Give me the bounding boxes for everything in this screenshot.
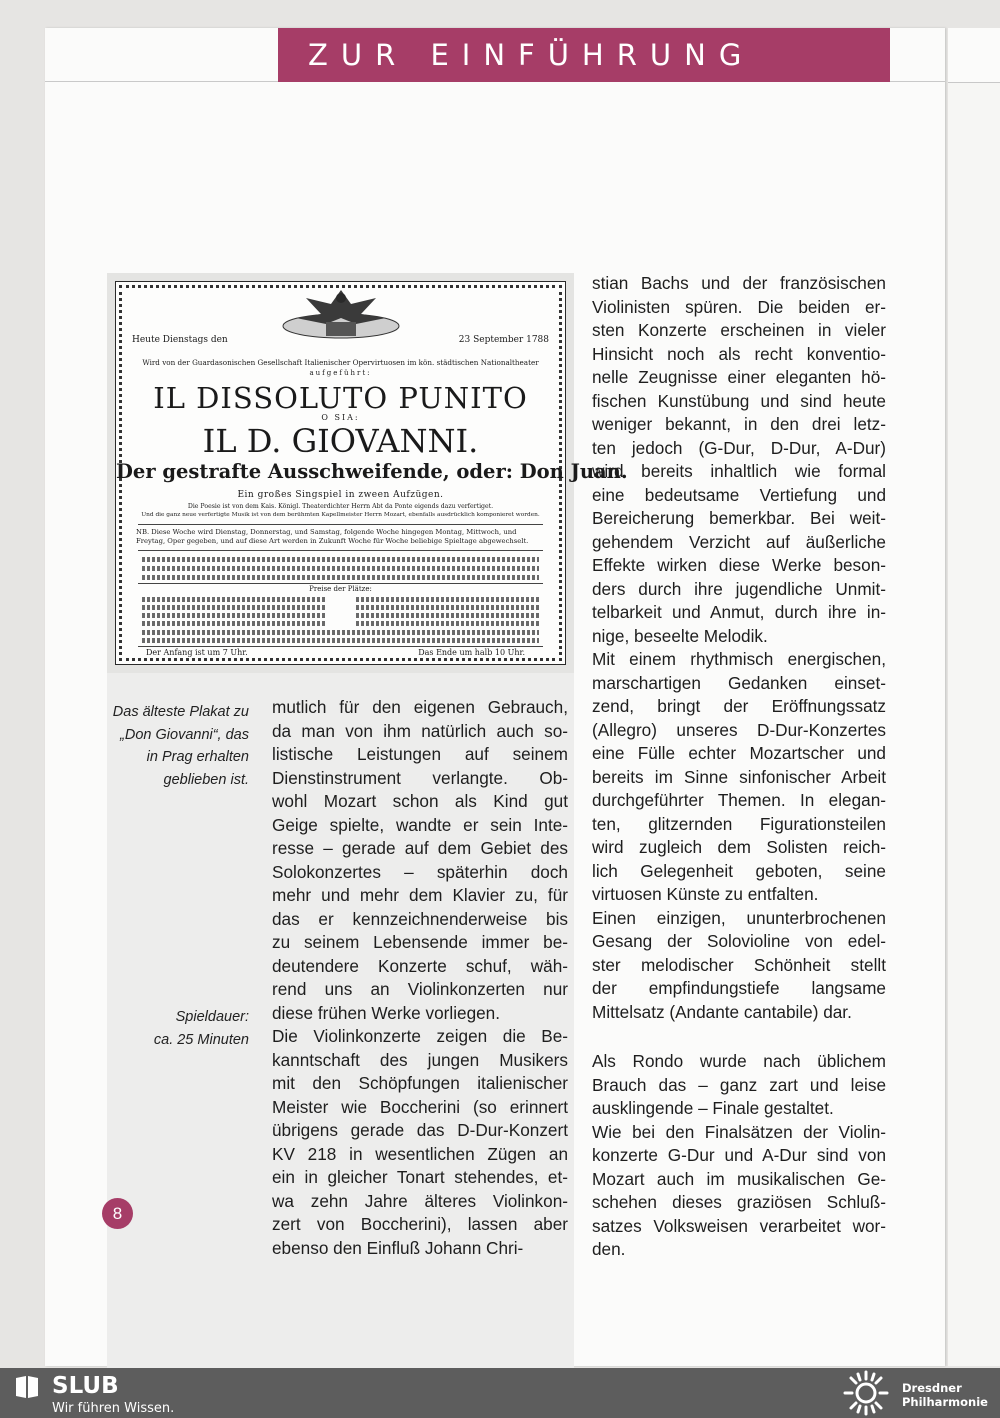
- text-line: sten Konzerte erscheinen in vieler: [592, 320, 886, 340]
- text-line: Die Violinkonzerte zeigen die Be-: [272, 1026, 568, 1046]
- poster-title-1: IL DISSOLUTO PUNITO: [153, 381, 528, 415]
- text-line: lich Gelegenheit geboten, seine: [592, 860, 886, 881]
- slub-tagline: Wir führen Wissen.: [52, 1401, 175, 1416]
- text-line: KV 218 in wesentlichen Zügen an: [272, 1143, 568, 1164]
- text-line: Mittelsatz (Andante cantabile) dar.: [592, 1001, 852, 1022]
- text-line: nige, beseelte Melodik.: [592, 625, 768, 646]
- text-line: Brauch das – ganz zart und leise: [592, 1074, 886, 1095]
- caption-line: Das älteste Plakat zu: [112, 704, 249, 720]
- duration-label: Spieldauer:: [175, 1009, 249, 1025]
- text-line: da man von ihm natürlich auch so-: [272, 720, 568, 741]
- text-line: Mozart auch im musikalischen Ge-: [592, 1168, 886, 1189]
- text-line: zu seinem Lebensende immer be-: [272, 932, 568, 952]
- poster-title-3: Der gestrafte Ausschweifende, oder: Don Juan.: [116, 460, 628, 483]
- text-line: zend, bringt der Eröffnungssatz: [592, 696, 886, 716]
- text-line: Bereicherung bemerkbar. Bei weit-: [592, 508, 886, 528]
- caption-line: geblieben ist.: [163, 771, 249, 788]
- text-line: ebenso den Einfluß Johann Chri-: [272, 1237, 524, 1258]
- text-line: der empfindungstiefe langsame: [592, 978, 886, 998]
- poster-osia: O SIA:: [321, 413, 360, 422]
- text-line: deutendere Konzerte schuf, wäh-: [272, 955, 568, 976]
- text-line: stian Bachs und der französischen: [592, 273, 886, 293]
- text-line: den.: [592, 1239, 626, 1259]
- text-line: gehendem Verzicht auf äußerliche: [592, 531, 886, 552]
- poster-end: Das Ende um halb 10 Uhr.: [418, 648, 525, 657]
- text-line: Meister wie Boccherini (so erinnert: [272, 1096, 568, 1117]
- text-line: ten, glitzernden Figurationsteilen: [592, 813, 886, 834]
- text-line: Geige spielte, wandte er sein Inte-: [272, 814, 568, 835]
- text-line: ster melodischer Schönheit stellt: [592, 954, 886, 975]
- poster-date-right: 23 September 1788: [458, 335, 549, 345]
- text-line: marschartigen Gedanken einset-: [592, 672, 886, 693]
- next-page-edge: [948, 28, 1000, 1366]
- text-line: listische Leistungen auf seinem: [272, 744, 568, 764]
- text-line: Gesang der Solovioline von edel-: [592, 931, 886, 951]
- poster-title-2: IL D. GIOVANNI.: [202, 422, 479, 460]
- text-line: Einen einzigen, ununterbrochenen: [592, 907, 886, 928]
- text-line: weniger bekannt, in den drei letz-: [592, 414, 886, 434]
- poster-start: Der Anfang ist um 7 Uhr.: [146, 648, 248, 657]
- poster-intro-1: Wird von der Guardasonischen Gesellschaft Italienischer Opervirtuosen im kön. städtischen Nationaltheater: [142, 358, 539, 367]
- duration-note: [107, 1006, 249, 1051]
- poster-note-1: Die Poesie ist von dem Kais. Königl. Theaterdichter Herrn Abt da Ponte eigends dazu verfertiget.: [187, 503, 494, 510]
- text-line: ausklingende – Finale gestaltet.: [592, 1098, 834, 1118]
- section-header: ZUR EINFÜHRUNG: [278, 28, 890, 82]
- dresdner-philharmonie-logo-icon: [840, 1370, 892, 1416]
- text-line: Violinisten spüren. Die beiden er-: [592, 296, 886, 317]
- text-line: ders durch ihre jugendliche Unmit-: [592, 578, 886, 599]
- text-line: wa zehn Jahre älteres Violinkon-: [272, 1190, 568, 1211]
- poster-note-2: Und die ganz neue verfertigte Musik ist von dem berühmten Kapellmeister Herrn Mozart, ebenfalls ausdrücklich komponieret worden.: [141, 512, 540, 518]
- text-line: mutlich für den eigenen Gebrauch,: [272, 697, 568, 717]
- text-line: schehen dieses graziösen Schluß-: [592, 1192, 886, 1212]
- text-line: Wie bei den Finalsätzen der Violin-: [592, 1121, 886, 1142]
- text-line: zert von Boccherini), lassen aber: [272, 1214, 568, 1234]
- text-line: Hinsicht noch als recht konventio-: [592, 343, 886, 364]
- text-line: rend uns an Violinkonzerten nur: [272, 979, 568, 999]
- text-line: mit den Schöpfungen italienischer: [272, 1073, 568, 1093]
- text-line: nelle Zeugnisse einer eleganten hö-: [592, 367, 886, 387]
- text-line: Mit einem rhythmisch energischen,: [592, 649, 886, 669]
- text-line: übrigens gerade das D-Dur-Konzert: [272, 1120, 568, 1140]
- partner-name: [902, 1381, 988, 1409]
- poster-date-left: Heute Dienstags den: [132, 335, 228, 345]
- text-column-2: [592, 272, 886, 1024]
- poster-nb: NB. Diese Woche wird Dienstag, Donnerstag, und Samstag, folgende Woche hingegen Montag, Mittwoch, und Freytag, Oper gegeben, und auf diese Art werden in Zukunft Woche für Woche beliebige Spieltage abgewechselt.: [136, 528, 529, 545]
- text-line: durchgeführter Themen. In elegan-: [592, 790, 886, 810]
- caption-line: „Don Giovanni“, das: [120, 726, 249, 743]
- text-line: eine bedeutsame Vertiefung und: [592, 484, 886, 505]
- text-line: kanntschaft des jungen Musikers: [272, 1049, 568, 1070]
- page-number: 8: [102, 1198, 133, 1229]
- text-line: mehr und mehr dem Klavier zu, für: [272, 885, 568, 905]
- poster-subtitle: Ein großes Singspiel in zween Aufzügen.: [237, 490, 444, 500]
- slub-name: SLUB: [52, 1373, 119, 1399]
- image-caption: [107, 701, 249, 791]
- poster-intro-2: aufgeführt:: [309, 369, 372, 377]
- text-line: diese frühen Werke vorliegen.: [272, 1002, 501, 1023]
- text-line: resse – gerade auf dem Gebiet des: [272, 838, 568, 858]
- text-line: wird bereits inhaltlich wie formal: [592, 461, 886, 481]
- partner-name-line2: Philharmonie: [902, 1395, 988, 1409]
- text-line: Effekte wirken diese Werke beson-: [592, 555, 886, 575]
- text-line: eine Fülle echter Mozartscher und: [592, 743, 886, 763]
- text-line: (Allegro) unseres D-Dur-Konzertes: [592, 719, 886, 740]
- text-line: ten jedoch (G-Dur, D-Dur, A-Dur): [592, 437, 886, 458]
- duration-value: ca. 25 Minuten: [153, 1031, 249, 1048]
- text-column-2-continued: [592, 1050, 886, 1262]
- text-line: ein in gleicher Tonart stehendes, et-: [272, 1167, 568, 1187]
- text-column-1: [272, 696, 568, 1260]
- text-line: Solokonzertes – späterhin doch: [272, 861, 568, 882]
- text-line: wird zugleich dem Solisten reich-: [592, 837, 886, 857]
- text-line: satzes Volksweisen verarbeitet wor-: [592, 1215, 886, 1236]
- text-line: wohl Mozart schon als Kind gut: [272, 791, 568, 811]
- text-line: das er kennzeichnenderweise bis: [272, 908, 568, 929]
- partner-name-line1: Dresdner: [902, 1381, 962, 1395]
- text-line: Als Rondo wurde nach üblichem: [592, 1051, 886, 1071]
- text-line: virtuosen Künste zu entfalten.: [592, 884, 819, 904]
- slub-logo-icon: [14, 1374, 40, 1400]
- text-line: fischen Kunstübung und sind heute: [592, 390, 886, 411]
- poster-prices-head: Preise der Plätze:: [309, 585, 372, 593]
- playbill-image: [107, 273, 628, 673]
- caption-line: in Prag erhalten: [146, 749, 249, 765]
- text-line: telbarkeit und Anmut, durch ihre in-: [592, 602, 886, 622]
- text-line: bereits im Sinne sinfonischer Arbeit: [592, 766, 886, 787]
- text-line: Dienstinstrument verlangte. Ob-: [272, 767, 568, 788]
- text-line: konzerte G-Dur und A-Dur sind von: [592, 1145, 886, 1165]
